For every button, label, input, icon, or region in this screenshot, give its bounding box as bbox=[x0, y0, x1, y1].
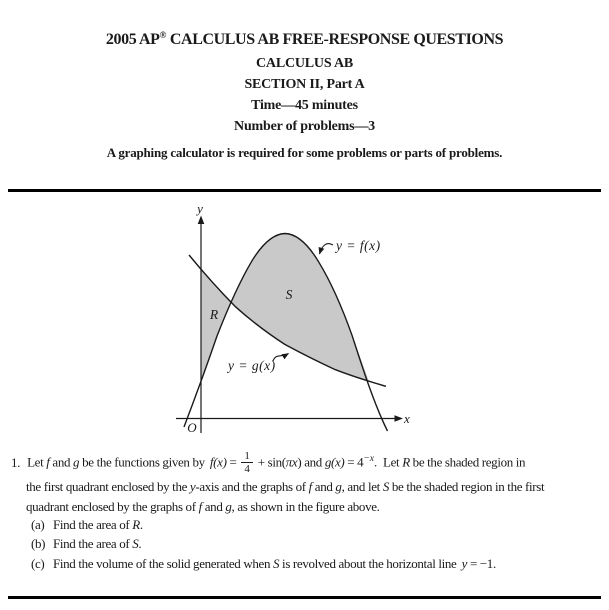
page-title-post: CALCULUS AB FREE-RESPONSE QUESTIONS bbox=[166, 31, 504, 48]
question-1-number: 1. bbox=[11, 454, 21, 470]
fraction-one-fourth: $\frac{1}{4}$ bbox=[241, 450, 253, 475]
part-c-label: (c) bbox=[31, 556, 45, 571]
divider-top bbox=[8, 189, 601, 192]
page-title bbox=[0, 27, 609, 48]
region-S-label: S bbox=[285, 287, 293, 302]
x-axis-arrow-icon bbox=[395, 415, 404, 422]
subtitle-course: CALCULUS AB bbox=[256, 56, 353, 71]
y-axis-label: y bbox=[197, 201, 203, 216]
question-1-part-c: (c) Find the volume of the solid generated when S is revolved about the horizontal line y = −1. bbox=[31, 556, 496, 571]
figure-graph bbox=[155, 200, 435, 445]
question-1-line-2: the first quadrant enclosed by the y-axis and the graphs of f and g, and let S be the shaded region in the first bbox=[26, 479, 545, 494]
region-R-label: R bbox=[209, 307, 219, 322]
x-axis-label: x bbox=[404, 411, 410, 426]
calculator-note: A graphing calculator is required for some problems or parts of problems. bbox=[106, 145, 503, 160]
question-1-part-b: (b) Find the area of S. bbox=[31, 536, 142, 551]
y-axis-arrow-icon bbox=[198, 216, 205, 225]
origin-label: O bbox=[187, 420, 197, 435]
subtitle-time: Time—45 minutes bbox=[251, 98, 358, 113]
registered-trademark-icon: ® bbox=[159, 30, 167, 40]
question-1-line-3: quadrant enclosed by the graphs of f and g, as shown in the figure above. bbox=[26, 499, 380, 514]
question-1-part-a: (a) Find the area of R. bbox=[31, 517, 143, 532]
f-label-arrow-icon bbox=[320, 244, 334, 254]
g-curve-label: y = g(x) bbox=[228, 358, 276, 373]
subtitle-problem-count: Number of problems—3 bbox=[234, 119, 375, 134]
f-curve-label: y = f(x) bbox=[336, 238, 381, 253]
exponent-negative-x: −x bbox=[363, 454, 374, 465]
divider-bottom bbox=[8, 596, 601, 599]
part-a-label: (a) bbox=[31, 517, 45, 532]
question-1-line-1: 1. Let f and g be the functions given by f(x) = $\frac{1}{4}$ + sin(πx) and $g(x) = 4^{-x}$. Let R be the shaded region in bbox=[11, 450, 526, 476]
part-b-label: (b) bbox=[31, 536, 46, 551]
page-title-pre: 2005 AP bbox=[105, 31, 160, 48]
subtitle-section: SECTION II, Part A bbox=[244, 77, 365, 92]
